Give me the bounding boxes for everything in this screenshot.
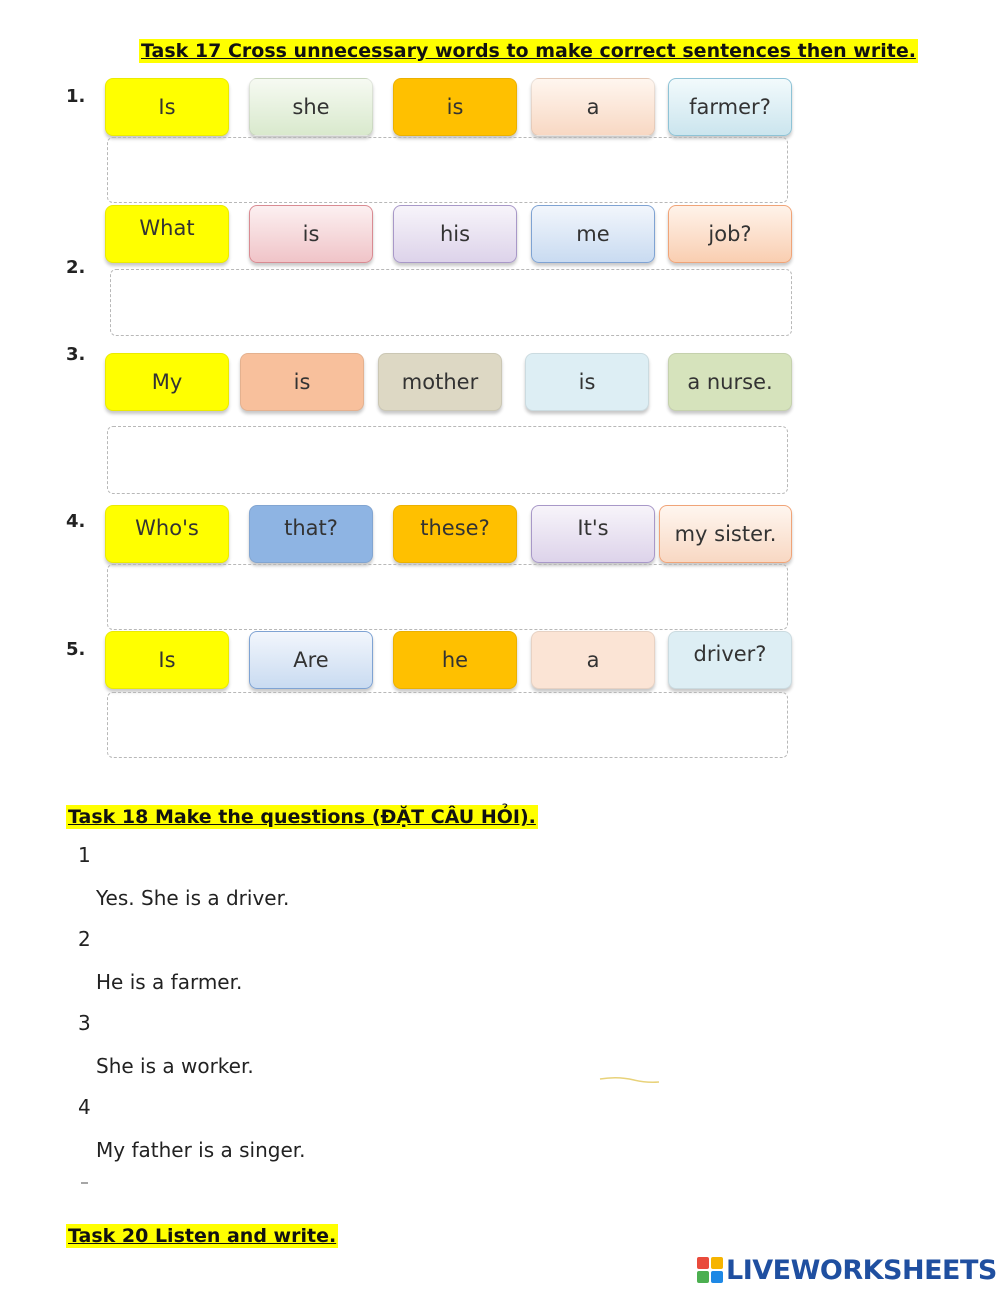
- word-tile[interactable]: a nurse.: [668, 353, 792, 411]
- word-tile[interactable]: My: [105, 353, 229, 411]
- cut-off-mark: [80, 1180, 90, 1186]
- task17-title: Task 17 Cross unnecessary words to make correct sentences then write.: [141, 40, 916, 62]
- word-tile[interactable]: What: [105, 205, 229, 263]
- logo-text: LIVEWORKSHEETS: [726, 1254, 997, 1286]
- answer-sentence: My father is a singer.: [96, 1138, 306, 1162]
- word-tile[interactable]: that?: [249, 505, 373, 563]
- word-tile[interactable]: a: [531, 78, 655, 136]
- word-tile[interactable]: Is: [105, 631, 229, 689]
- word-tile[interactable]: Is: [105, 78, 229, 136]
- row-number: 3.: [66, 344, 86, 365]
- question-number: 3: [78, 1011, 91, 1035]
- question-number: 2: [78, 927, 91, 951]
- word-tile[interactable]: is: [249, 205, 373, 263]
- answer-box[interactable]: [107, 426, 788, 494]
- question-number: 4: [78, 1095, 91, 1119]
- word-tile[interactable]: It's: [531, 505, 655, 563]
- pen-stroke: [598, 1074, 662, 1086]
- word-tile[interactable]: is: [240, 353, 364, 411]
- word-tile[interactable]: these?: [393, 505, 517, 563]
- logo-icon: [697, 1257, 723, 1283]
- word-tile[interactable]: Who's: [105, 505, 229, 563]
- word-tile[interactable]: is: [525, 353, 649, 411]
- answer-sentence: She is a worker.: [96, 1054, 254, 1078]
- word-tile[interactable]: Are: [249, 631, 373, 689]
- liveworksheets-logo: [697, 1253, 997, 1287]
- answer-box[interactable]: [107, 137, 788, 203]
- answer-sentence: Yes. She is a driver.: [96, 886, 290, 910]
- answer-box[interactable]: [107, 564, 788, 630]
- word-tile[interactable]: mother: [378, 353, 502, 411]
- word-tile[interactable]: me: [531, 205, 655, 263]
- answer-box[interactable]: [110, 269, 792, 336]
- question-number: 1: [78, 843, 91, 867]
- word-tile[interactable]: his: [393, 205, 517, 263]
- word-tile[interactable]: is: [393, 78, 517, 136]
- word-tile[interactable]: driver?: [668, 631, 792, 689]
- answer-sentence: He is a farmer.: [96, 970, 243, 994]
- answer-box[interactable]: [107, 692, 788, 758]
- row-number: 5.: [66, 639, 86, 660]
- word-tile[interactable]: a: [531, 631, 655, 689]
- word-tile[interactable]: my sister.: [659, 505, 792, 563]
- task18-title: Task 18 Make the questions (ĐẶT CÂU HỎI).: [68, 806, 536, 828]
- word-tile[interactable]: job?: [668, 205, 792, 263]
- row-number: 4.: [66, 511, 86, 532]
- word-tile[interactable]: he: [393, 631, 517, 689]
- word-tile[interactable]: she: [249, 78, 373, 136]
- row-number: 1.: [66, 86, 86, 107]
- task20-title: Task 20 Listen and write.: [68, 1225, 337, 1247]
- word-tile[interactable]: farmer?: [668, 78, 792, 136]
- row-number: 2.: [66, 257, 86, 278]
